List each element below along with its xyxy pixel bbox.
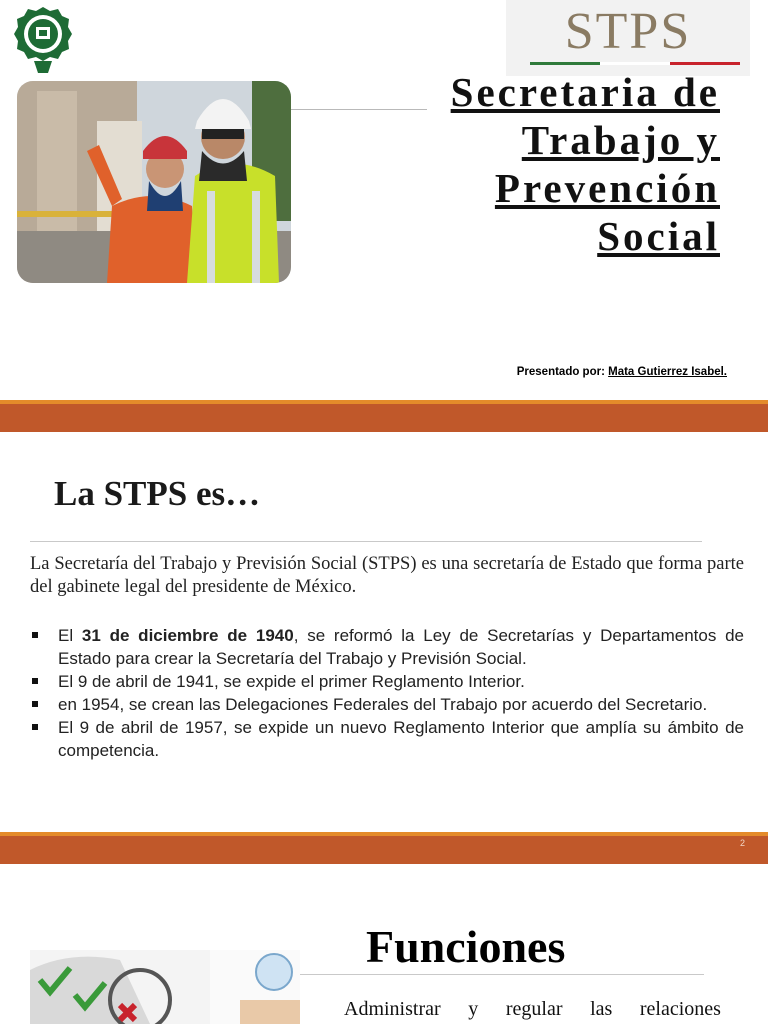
presenter-name: Mata Gutierrez Isabel.: [608, 366, 727, 378]
stps-logo-tricolor-bar: [530, 62, 740, 65]
list-item: en 1954, se crean las Delegaciones Federales del Trabajo por acuerdo del Secretario.: [30, 693, 744, 716]
list-item: El 31 de diciembre de 1940, se reformó la Ley de Secretarías y Departamentos de Estado para crear la Secretaría del Trabajo y Previsión Social.: [30, 624, 744, 670]
list-item: El 9 de abril de 1957, se expide un nuevo Reglamento Interior que amplía su ámbito de competencia.: [30, 716, 744, 762]
title-line-2: Trabajo y: [521, 117, 720, 163]
intro-paragraph: La Secretaría del Trabajo y Previsión Social (STPS) es una secretaría de Estado que forma parte del gabinete legal del presidente de México.: [30, 554, 744, 597]
presenter-label: Presentado por:: [516, 366, 605, 378]
title-line-1: Secretaria de: [450, 69, 720, 115]
list-item: El 9 de abril de 1941, se expide el primer Reglamento Interior.: [30, 670, 744, 693]
functions-rule: [300, 974, 704, 975]
slide-divider-1: [0, 404, 768, 432]
page-number: 2: [740, 838, 746, 848]
slide-title: [400, 68, 720, 260]
section-rule: [30, 541, 702, 542]
workers-photo: [17, 81, 291, 283]
history-list: [30, 624, 744, 762]
title-line-4: Social: [597, 213, 720, 259]
highlight-date: 31 de diciembre de 1940: [81, 626, 294, 645]
functions-title: Funciones: [366, 921, 566, 972]
slide-divider-2: [0, 836, 768, 864]
title-line-3: Prevención: [494, 165, 720, 211]
institution-seal-logo: [14, 5, 72, 75]
section-title: La STPS es…: [54, 474, 261, 513]
stps-logo-text: STPS: [564, 3, 692, 60]
functions-text: Administrar y regular las relaciones: [344, 998, 721, 1020]
checklist-illustration: [30, 950, 300, 1024]
presenter-credit: [360, 366, 727, 378]
